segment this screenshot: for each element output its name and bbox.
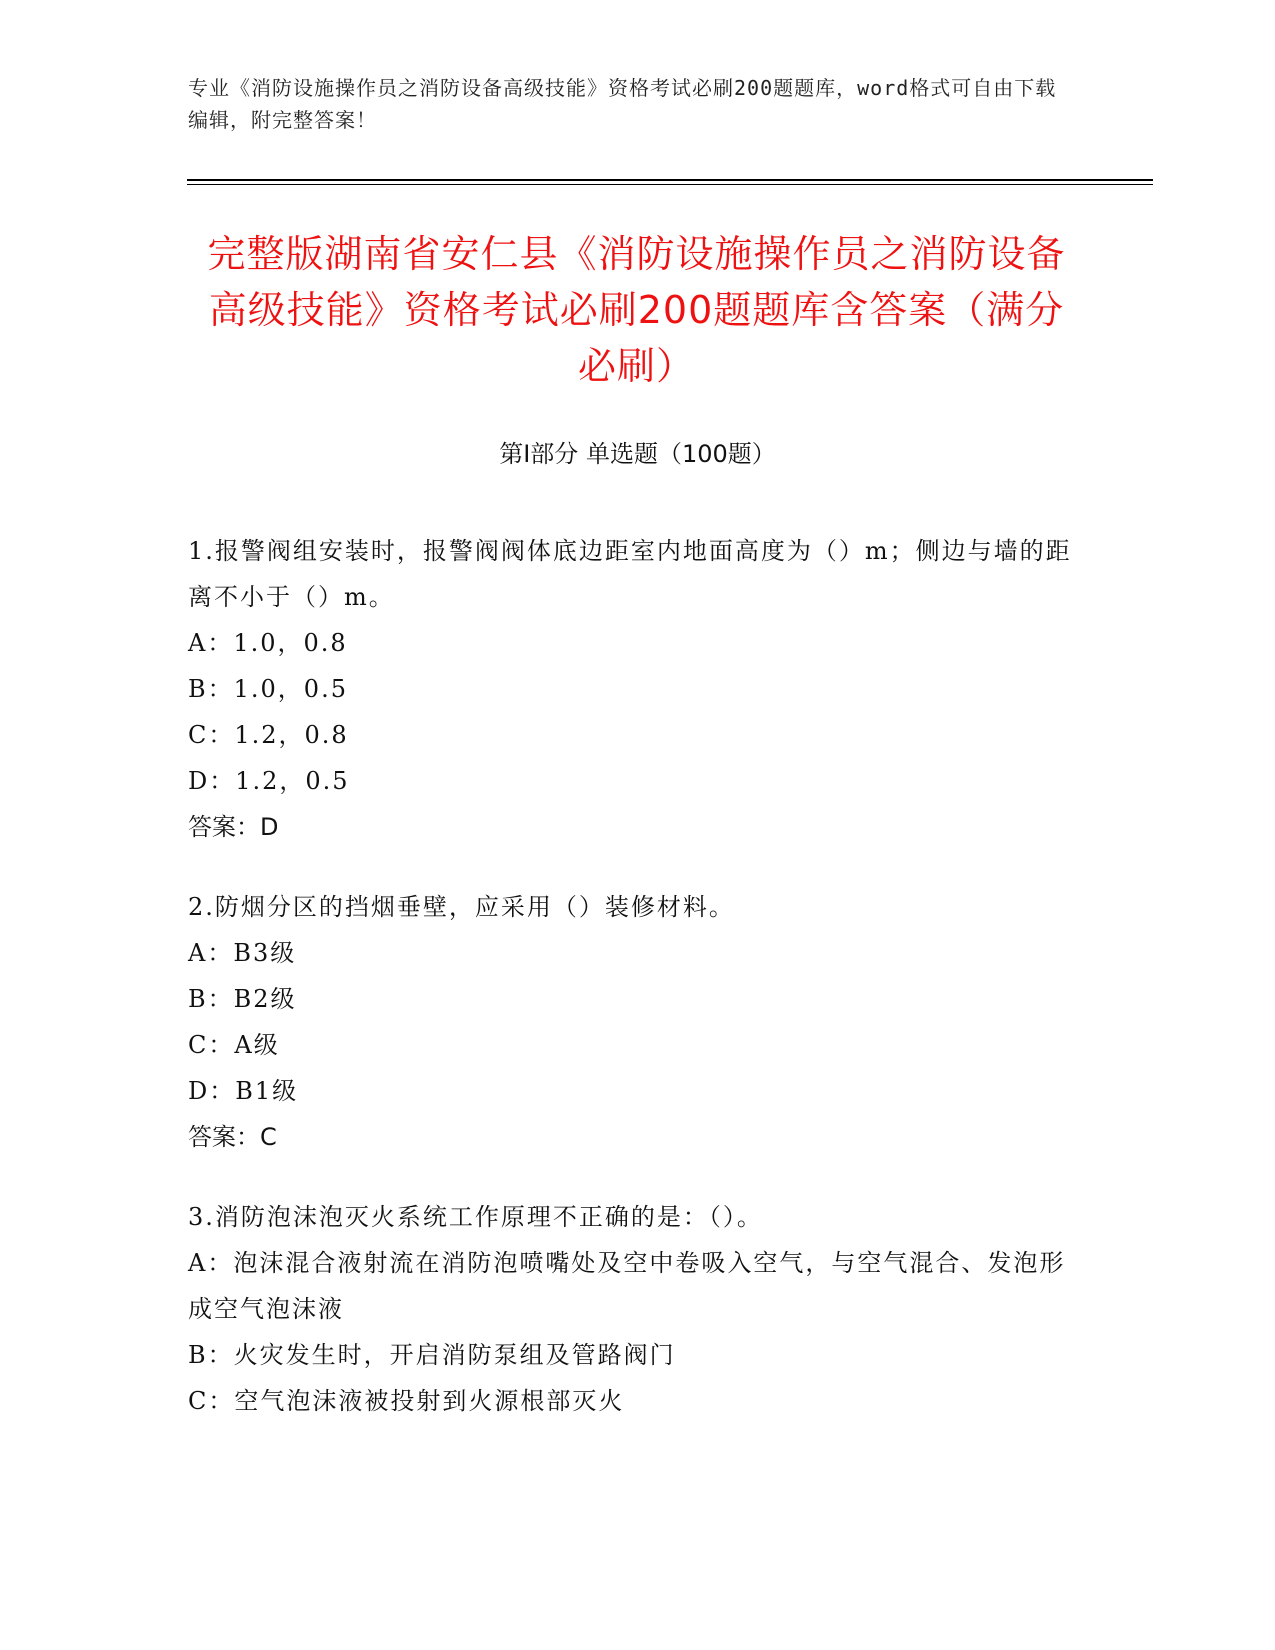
option-c: C：1.2，0.8 (188, 721, 349, 749)
question-list (188, 528, 1088, 1458)
answer-line: 答案：D (188, 813, 279, 841)
option-c: C：空气泡沫液被投射到火源根部灭火 (188, 1387, 625, 1415)
option-a: A：1.0，0.8 (188, 629, 348, 657)
question-stem: 2.防烟分区的挡烟垂壁，应采用（）装修材料。 (188, 893, 735, 921)
answer-line: 答案：C (188, 1123, 277, 1151)
question-2 (188, 884, 1088, 1160)
option-d: D：B1级 (188, 1077, 299, 1105)
document-title: 完整版湖南省安仁县《消防设施操作员之消防设备高级技能》资格考试必刷200题题库含答案（满分必刷） (207, 232, 1066, 388)
option-c: C：A级 (188, 1031, 280, 1059)
option-b: B：火灾发生时，开启消防泵组及管路阀门 (188, 1341, 676, 1369)
question-3 (188, 1194, 1088, 1424)
header-divider-thin (187, 184, 1153, 185)
header-divider-thick (187, 179, 1153, 181)
header-note: 专业《消防设施操作员之消防设备高级技能》资格考试必刷200题题库，word格式可自由下载编辑，附完整答案！ (188, 76, 1057, 132)
question-1 (188, 528, 1088, 850)
option-a: A：B3级 (188, 939, 297, 967)
option-d: D：1.2，0.5 (188, 767, 350, 795)
option-a: A：泡沫混合液射流在消防泡喷嘴处及空中卷吸入空气，与空气混合、发泡形成空气泡沫液 (188, 1249, 1066, 1323)
option-b: B：1.0，0.5 (188, 675, 348, 703)
question-stem: 3.消防泡沫泡灭火系统工作原理不正确的是：（）。 (188, 1203, 763, 1231)
question-stem: 1.报警阀组安装时，报警阀阀体底边距室内地面高度为（）m；侧边与墙的距离不小于（）m。 (188, 537, 1072, 611)
section-heading: 第Ⅰ部分 单选题（100题） (499, 440, 776, 468)
option-b: B：B2级 (188, 985, 297, 1013)
